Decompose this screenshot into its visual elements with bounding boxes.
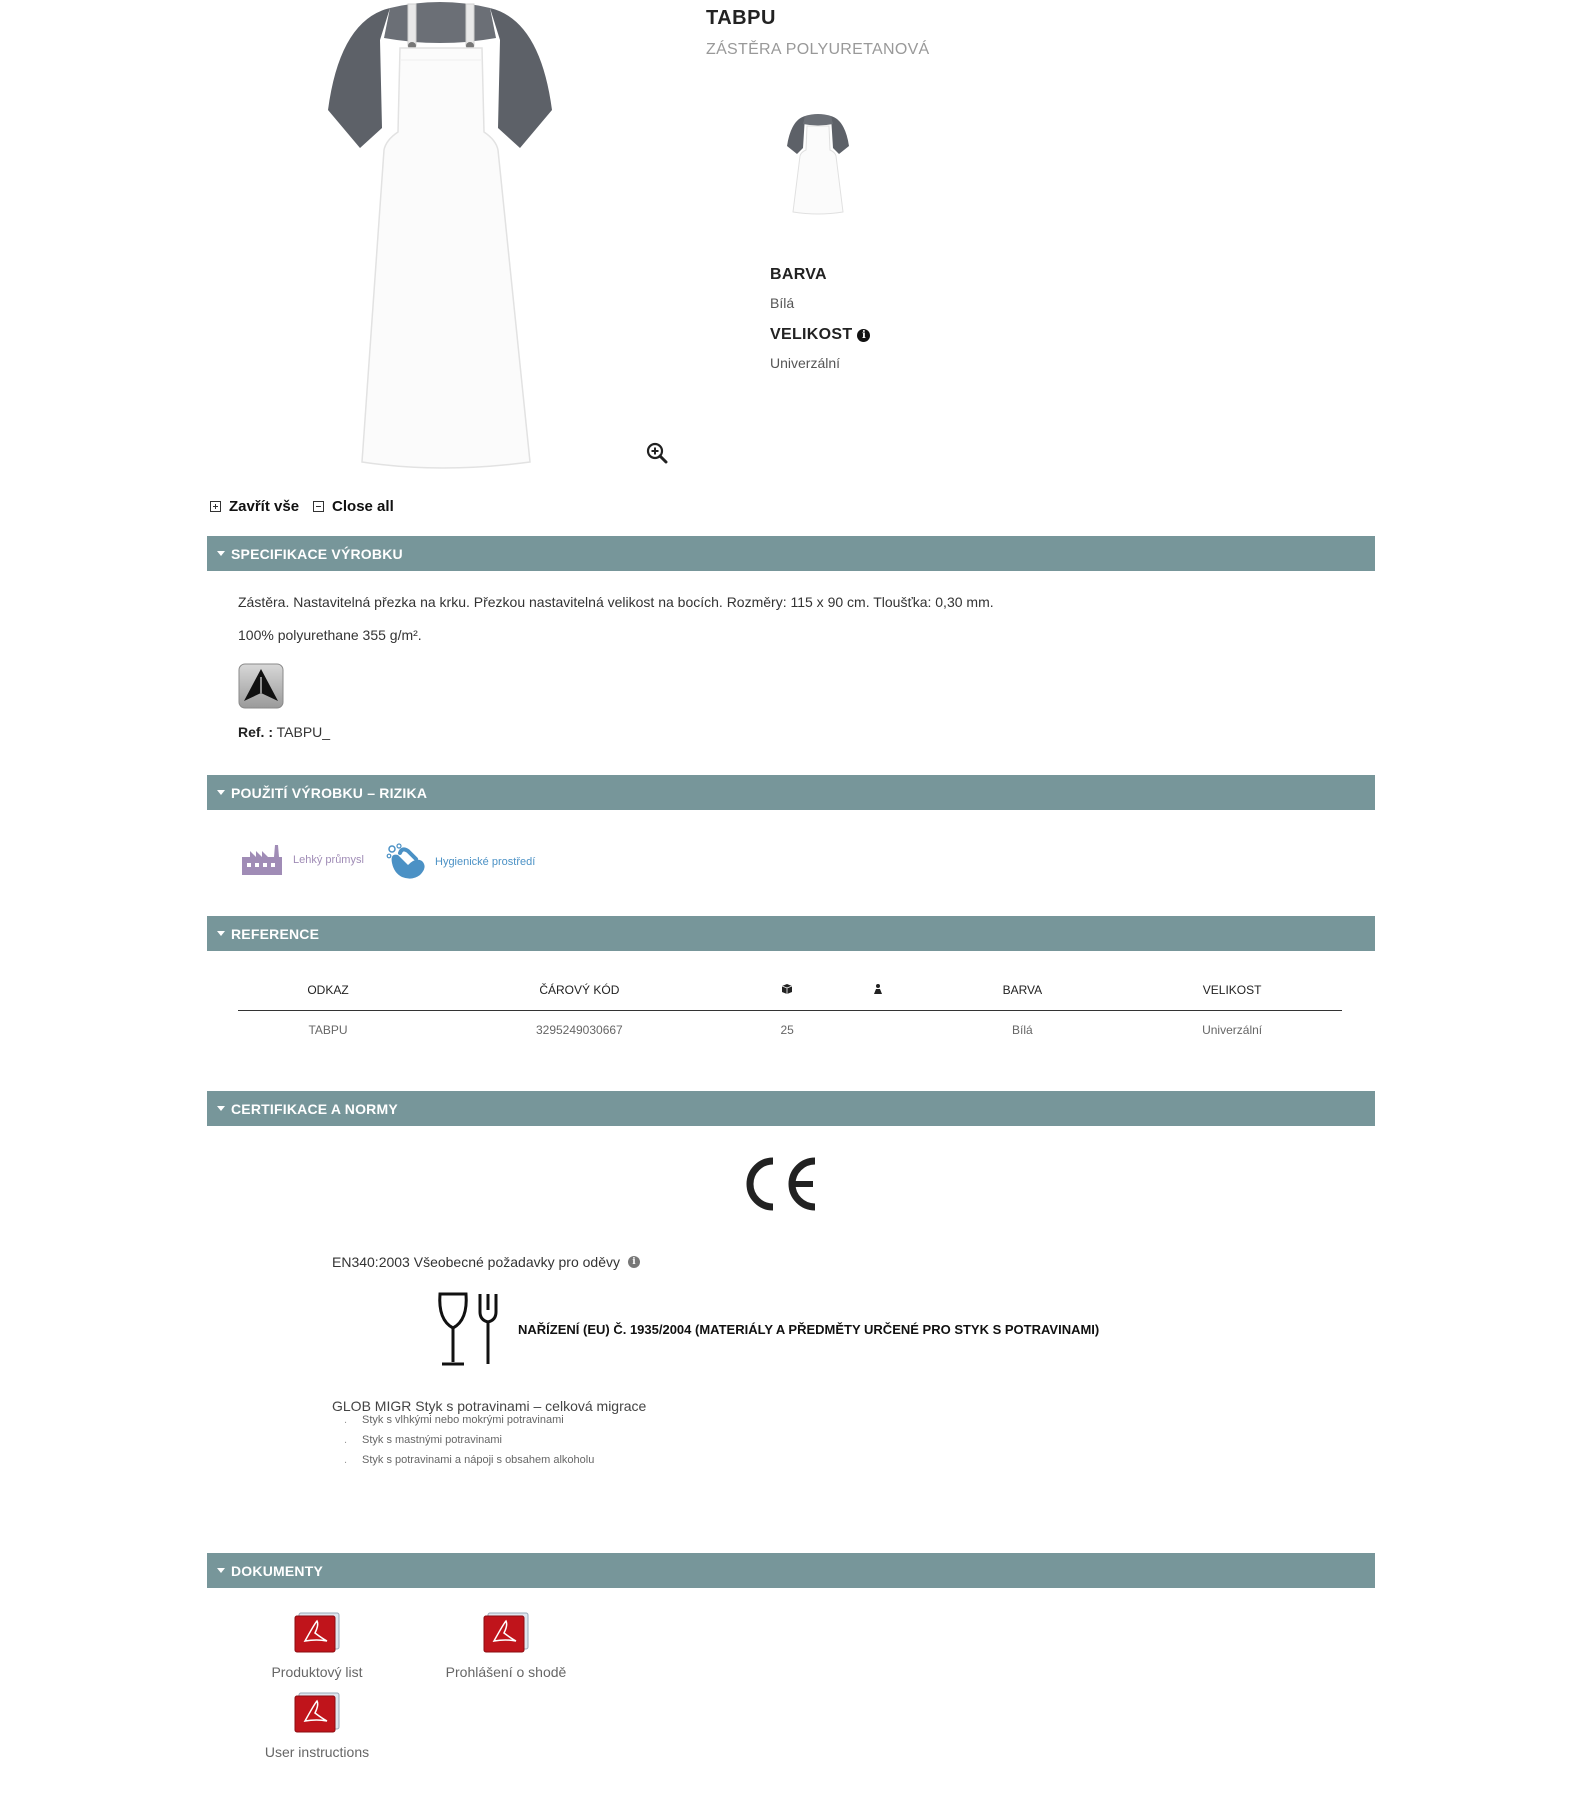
size-value: Univerzální	[770, 355, 841, 371]
section-header-spec[interactable]	[207, 536, 1375, 571]
col-size: VELIKOST	[1122, 970, 1342, 1011]
pdf-icon	[482, 1611, 530, 1653]
hands-washing-icon	[386, 843, 428, 881]
section-title: POUŽITÍ VÝROBKU – RIZIKA	[231, 784, 428, 801]
caret-down-icon	[217, 551, 225, 556]
usage-label: Hygienické prostředí	[435, 856, 536, 868]
section-header-documents[interactable]	[207, 1553, 1375, 1588]
info-icon[interactable]: i	[857, 329, 870, 342]
caret-down-icon	[217, 790, 225, 795]
document-user-instructions[interactable]	[237, 1691, 397, 1760]
col-box	[741, 970, 834, 1011]
factory-icon	[241, 843, 283, 877]
close-all-button[interactable]	[313, 498, 394, 515]
spec-description: Zástěra. Nastavitelná přezka na krku. Přezkou nastavitelná velikost na bocích. Rozměry: 115 x 90 cm. Tloušťka: 0,30 mm.	[238, 594, 994, 610]
expand-all-button[interactable]	[210, 498, 299, 515]
expand-icon	[210, 501, 221, 512]
cell-weight	[834, 1011, 923, 1050]
document-product-sheet[interactable]	[237, 1611, 397, 1680]
reference-table	[238, 970, 1342, 1049]
cell-qty: 25	[780, 1023, 794, 1037]
color-label: BARVA	[770, 266, 827, 283]
toggle-all-row	[210, 498, 408, 515]
section-title: SPECIFIKACE VÝROBKU	[231, 545, 403, 562]
product-title: TABPU	[706, 7, 776, 29]
glob-migr-title: GLOB MIGR Styk s potravinami – celková migrace	[332, 1398, 647, 1414]
table-row[interactable]	[238, 1011, 1342, 1050]
section-header-usage[interactable]	[207, 775, 1375, 810]
ref-label: Ref. :	[238, 724, 273, 740]
document-label: Produktový list	[271, 1664, 363, 1680]
usage-label: Lehký průmysl	[293, 854, 364, 866]
col-barcode: ČÁROVÝ KÓD	[418, 970, 741, 1011]
product-subtitle: ZÁSTĚRA POLYURETANOVÁ	[706, 41, 930, 58]
bullet: .	[344, 1414, 348, 1426]
col-person	[834, 970, 923, 1011]
delta-plus-logo-icon	[238, 663, 284, 709]
caret-down-icon	[217, 931, 225, 936]
spec-composition: 100% polyurethane 355 g/m².	[238, 627, 422, 643]
norm-text: EN340:2003 Všeobecné požadavky pro oděvy	[332, 1254, 620, 1270]
person-icon	[872, 983, 884, 995]
list-item	[344, 1454, 594, 1466]
col-ref: ODKAZ	[238, 970, 418, 1011]
bullet: .	[344, 1454, 348, 1466]
ref-value: TABPU_	[276, 724, 331, 740]
section-header-reference[interactable]	[207, 916, 1375, 951]
pdf-icon	[293, 1611, 341, 1653]
norm-en340	[332, 1254, 640, 1270]
product-main-image[interactable]	[320, 0, 560, 475]
document-declaration[interactable]	[426, 1611, 586, 1680]
box-icon	[781, 983, 793, 995]
table-header-row	[238, 970, 1342, 1011]
info-icon[interactable]: i	[628, 1256, 640, 1268]
cell-size: Univerzální	[1202, 1023, 1263, 1037]
section-header-certification[interactable]	[207, 1091, 1375, 1126]
zoom-in-icon[interactable]	[646, 442, 668, 464]
expand-all-label: Zavřít vše	[229, 498, 300, 515]
document-label: Prohlášení o shodě	[445, 1664, 567, 1680]
close-all-label: Close all	[332, 498, 394, 515]
usage-light-industry[interactable]	[241, 843, 364, 877]
section-title: DOKUMENTY	[231, 1562, 324, 1579]
food-regulation-text: NAŘÍZENÍ (EU) Č. 1935/2004 (MATERIÁLY A PŘEDMĚTY URČENÉ PRO STYK S POTRAVINAMI)	[518, 1322, 1100, 1337]
col-color: BARVA	[922, 970, 1122, 1011]
list-item-text: Styk s vlhkými nebo mokrými potravinami	[362, 1414, 564, 1426]
list-item	[344, 1414, 564, 1426]
section-title: CERTIFIKACE A NORMY	[231, 1100, 398, 1117]
bullet: .	[344, 1434, 348, 1446]
list-item	[344, 1434, 502, 1446]
reference-line	[238, 724, 330, 740]
list-item-text: Styk s mastnými potravinami	[362, 1434, 502, 1446]
caret-down-icon	[217, 1568, 225, 1573]
cell-ref: TABPU	[308, 1023, 348, 1037]
cell-barcode: 3295249030667	[535, 1023, 623, 1037]
caret-down-icon	[217, 1106, 225, 1111]
document-label: User instructions	[264, 1744, 370, 1760]
size-label: VELIKOST	[770, 326, 853, 343]
list-item-text: Styk s potravinami a nápoji s obsahem alkoholu	[362, 1454, 595, 1466]
ce-mark-icon	[743, 1155, 821, 1213]
collapse-icon	[313, 501, 324, 512]
size-label-row	[770, 326, 870, 344]
section-title: REFERENCE	[231, 925, 320, 942]
cell-color: Bílá	[1012, 1023, 1033, 1037]
color-value: Bílá	[770, 295, 795, 311]
pdf-icon	[293, 1691, 341, 1733]
product-thumbnail[interactable]	[785, 112, 851, 216]
usage-hygiene[interactable]	[386, 843, 535, 881]
food-contact-icon	[436, 1290, 504, 1368]
